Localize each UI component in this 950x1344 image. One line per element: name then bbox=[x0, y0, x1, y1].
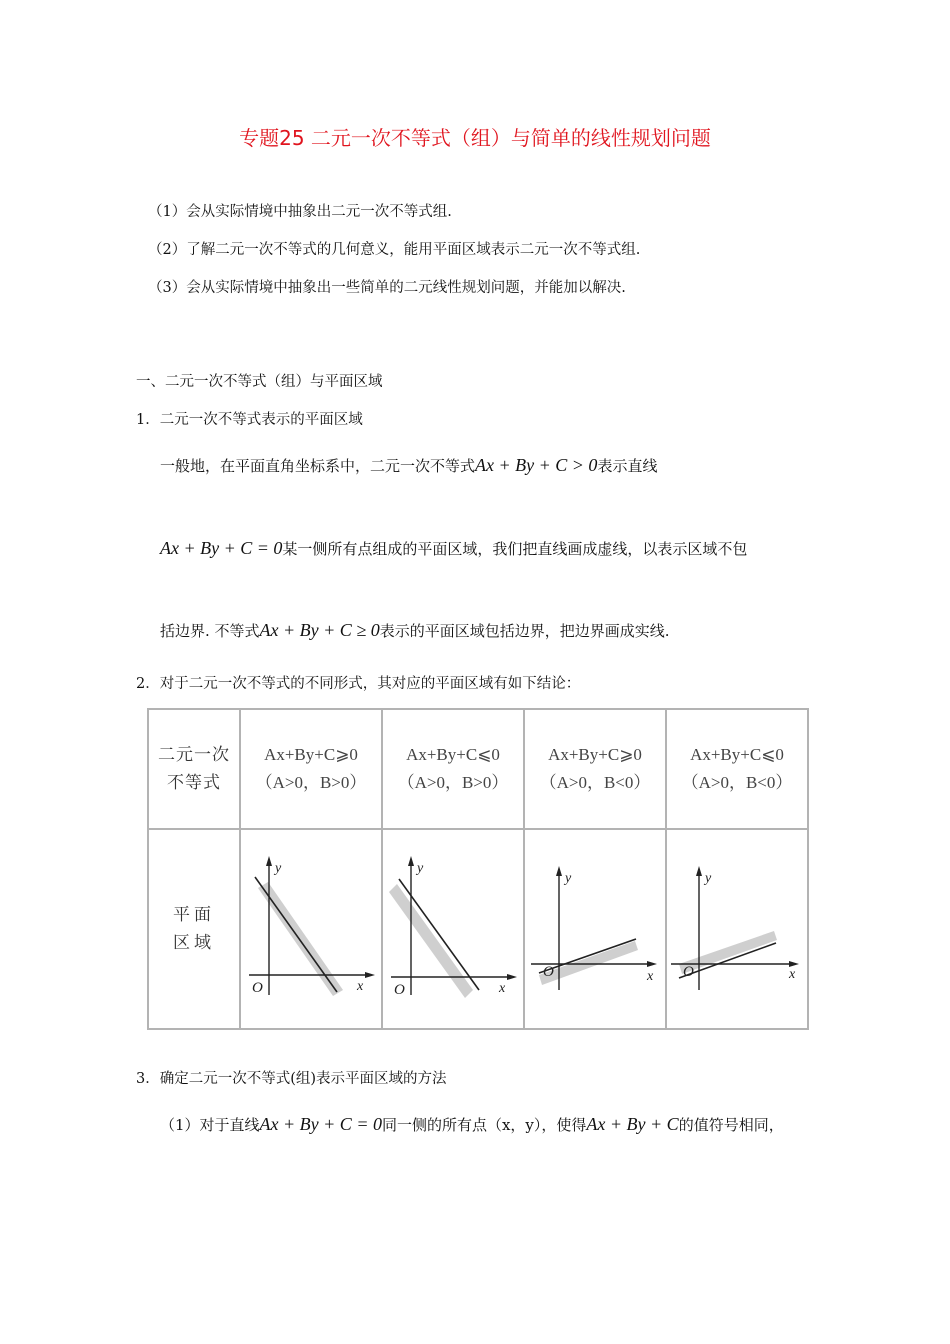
y-axis-arrow bbox=[696, 866, 702, 876]
item-3-heading: 3．确定二元一次不等式(组)表示平面区域的方法 bbox=[136, 1071, 447, 1087]
item-1-heading: 1．二元一次不等式表示的平面区域 bbox=[136, 412, 363, 428]
x-label: x bbox=[357, 979, 364, 994]
header-line: 平面 bbox=[173, 905, 215, 925]
text-segment: 表示直线 bbox=[597, 457, 658, 475]
paragraph-3-line-1 bbox=[160, 1114, 784, 1135]
x-axis-arrow bbox=[647, 961, 657, 967]
region-graph-cell bbox=[524, 829, 666, 1029]
condition-text: （A>0，B<0） bbox=[681, 773, 793, 792]
text-segment: 括边界. 不等式 bbox=[160, 622, 260, 640]
y-axis-arrow bbox=[556, 866, 562, 876]
x-axis-arrow bbox=[507, 974, 517, 980]
inequality-cell bbox=[666, 709, 808, 829]
shaded-region bbox=[389, 884, 473, 998]
text-segment: （1）对于直线 bbox=[160, 1116, 260, 1134]
math-expression: Ax + By + C bbox=[586, 1114, 679, 1134]
goal-3: （3）会从实际情境中抽象出一些简单的二元线性规划问题，并能加以解决. bbox=[148, 280, 626, 296]
y-label: y bbox=[275, 861, 282, 876]
y-label: y bbox=[417, 861, 424, 876]
x-label: x bbox=[647, 969, 654, 984]
inequality-text: Ax+By+C⩽0 bbox=[690, 745, 784, 764]
section-heading-1: 一、二元一次不等式（组）与平面区域 bbox=[136, 374, 383, 390]
row-header-inequality bbox=[148, 709, 240, 829]
inequality-text: Ax+By+C⩾0 bbox=[264, 745, 358, 764]
math-expression: Ax + By + C > 0 bbox=[475, 455, 598, 475]
shaded-region bbox=[539, 941, 638, 985]
origin-label: O bbox=[543, 964, 554, 980]
paragraph-1-line-3 bbox=[160, 620, 669, 641]
item-2-heading: 2．对于二元一次不等式的不同形式，其对应的平面区域有如下结论： bbox=[136, 676, 581, 692]
goal-1: （1）会从实际情境中抽象出二元一次不等式组. bbox=[148, 204, 452, 220]
page-title: 专题25 二元一次不等式（组）与简单的线性规划问题 bbox=[239, 126, 711, 150]
text-segment: 同一侧的所有点（x，y），使得 bbox=[381, 1116, 587, 1134]
condition-text: （A>0，B>0） bbox=[397, 773, 509, 792]
inequality-cell bbox=[524, 709, 666, 829]
inequality-cell bbox=[240, 709, 382, 829]
inequality-text: Ax+By+C⩾0 bbox=[548, 745, 642, 764]
text-segment: 的值符号相同， bbox=[678, 1116, 784, 1134]
text-segment: 一般地，在平面直角坐标系中，二元一次不等式 bbox=[160, 457, 476, 475]
inequality-region-table bbox=[147, 708, 809, 1030]
text-segment: 表示的平面区域包括边界，把边界画成实线. bbox=[379, 622, 670, 640]
paragraph-1-line-2 bbox=[160, 538, 747, 559]
header-line: 二元一次 bbox=[158, 745, 230, 765]
y-axis-arrow bbox=[266, 856, 272, 866]
condition-text: （A>0，B<0） bbox=[539, 773, 651, 792]
region-graph-cell bbox=[240, 829, 382, 1029]
region-graph-2 bbox=[383, 830, 523, 1028]
y-axis-arrow bbox=[408, 856, 414, 866]
x-label: x bbox=[499, 981, 506, 996]
y-label: y bbox=[565, 871, 572, 886]
y-label: y bbox=[705, 871, 712, 886]
inequality-cell bbox=[382, 709, 524, 829]
x-label: x bbox=[789, 967, 796, 982]
x-axis-arrow bbox=[365, 972, 375, 978]
region-graph-cell bbox=[382, 829, 524, 1029]
paragraph-1-line-1 bbox=[160, 455, 657, 476]
math-expression: Ax + By + C = 0 bbox=[259, 1114, 382, 1134]
origin-label: O bbox=[683, 964, 694, 980]
math-expression: Ax + By + C ≥ 0 bbox=[259, 620, 380, 640]
goal-2: （2）了解二元一次不等式的几何意义，能用平面区域表示二元一次不等式组. bbox=[148, 242, 641, 258]
condition-text: （A>0，B>0） bbox=[255, 773, 367, 792]
region-graph-4 bbox=[667, 830, 807, 1028]
math-expression: Ax + By + C = 0 bbox=[160, 538, 283, 558]
header-line: 区域 bbox=[173, 933, 215, 953]
region-graph-3 bbox=[525, 830, 665, 1028]
text-segment: 某一侧所有点组成的平面区域，我们把直线画成虚线，以表示区域不包 bbox=[282, 540, 748, 558]
region-graph-1 bbox=[241, 830, 381, 1028]
region-graph-cell bbox=[666, 829, 808, 1029]
header-line: 不等式 bbox=[167, 773, 221, 793]
inequality-text: Ax+By+C⩽0 bbox=[406, 745, 500, 764]
origin-label: O bbox=[252, 980, 263, 996]
origin-label: O bbox=[394, 982, 405, 998]
row-header-region bbox=[148, 829, 240, 1029]
